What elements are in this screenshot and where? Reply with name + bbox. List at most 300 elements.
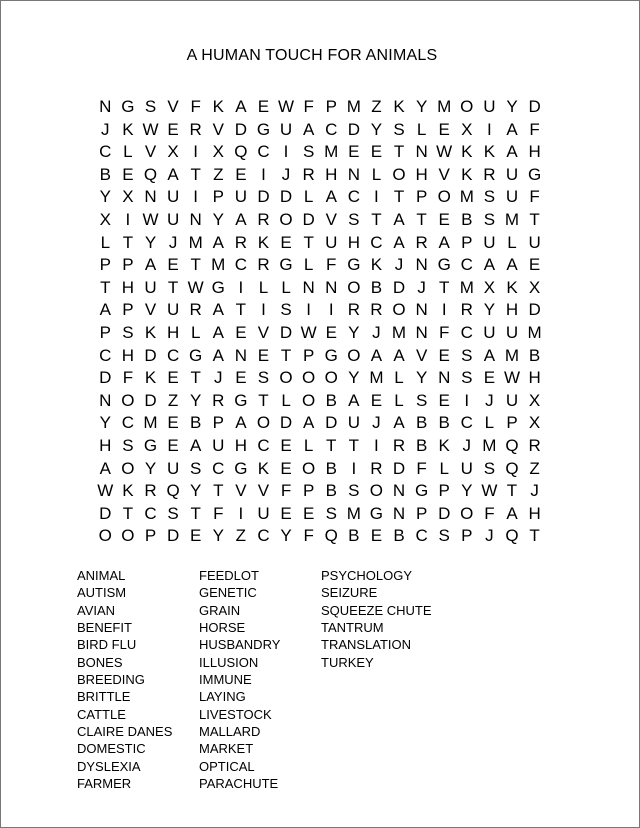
grid-letter: C bbox=[121, 413, 135, 433]
grid-letter: B bbox=[348, 526, 360, 546]
word-list-item: LAYING bbox=[199, 689, 246, 705]
grid-letter: F bbox=[280, 481, 292, 501]
grid-letter: A bbox=[302, 413, 315, 433]
grid-letter: L bbox=[394, 390, 404, 410]
grid-letter: R bbox=[392, 435, 406, 455]
grid-letter: F bbox=[303, 97, 314, 116]
grid-letter: F bbox=[326, 255, 337, 275]
grid-letter: I bbox=[328, 300, 334, 320]
grid-letter: E bbox=[280, 503, 292, 523]
grid-row bbox=[94, 435, 546, 458]
grid-letter: G bbox=[347, 255, 361, 275]
grid-letter: P bbox=[99, 255, 111, 275]
grid-letter: O bbox=[302, 458, 316, 478]
grid-letter: D bbox=[257, 187, 270, 207]
grid-letter: H bbox=[415, 164, 428, 184]
grid-letter: M bbox=[504, 209, 520, 229]
grid-letter: O bbox=[302, 368, 316, 388]
grid-letter: A bbox=[190, 435, 202, 455]
word-list-column-2 bbox=[199, 567, 280, 792]
grid-letter: E bbox=[348, 142, 360, 162]
word-list-item: SQUEEZE CHUTE bbox=[321, 602, 432, 618]
grid-letter: D bbox=[392, 277, 406, 297]
grid-letter: P bbox=[415, 503, 428, 523]
grid-letter: D bbox=[279, 413, 293, 433]
grid-letter: C bbox=[212, 458, 225, 478]
grid-letter: L bbox=[371, 164, 382, 184]
grid-letter: T bbox=[190, 503, 201, 523]
grid-letter: L bbox=[416, 119, 427, 139]
grid-letter: B bbox=[461, 209, 473, 229]
grid-letter: Y bbox=[144, 232, 157, 252]
grid-letter: V bbox=[144, 300, 157, 320]
grid-letter: U bbox=[505, 187, 519, 207]
grid-letter: G bbox=[414, 481, 429, 501]
grid-row bbox=[94, 367, 546, 390]
grid-letter: J bbox=[485, 526, 494, 546]
word-list-item: IMMUNE bbox=[199, 671, 252, 687]
word-list-item: GENETIC bbox=[199, 585, 257, 601]
grid-letter: B bbox=[415, 413, 428, 433]
grid-letter: Q bbox=[234, 142, 248, 162]
word-list-item: MARKET bbox=[199, 741, 254, 757]
grid-letter: F bbox=[529, 119, 540, 139]
grid-letter: Y bbox=[190, 390, 202, 410]
grid-letter: A bbox=[393, 209, 405, 229]
grid-letter: A bbox=[393, 413, 405, 433]
grid-letter: G bbox=[279, 255, 293, 275]
grid-letter: S bbox=[122, 322, 134, 342]
grid-row bbox=[94, 345, 546, 368]
grid-letter: K bbox=[438, 435, 450, 455]
grid-letter: T bbox=[167, 277, 179, 297]
grid-letter: P bbox=[212, 413, 224, 433]
grid-letter: Y bbox=[506, 97, 518, 116]
grid-letter: S bbox=[393, 119, 405, 139]
grid-letter: D bbox=[438, 503, 451, 523]
grid-letter: D bbox=[144, 345, 157, 365]
grid-letter: I bbox=[125, 209, 131, 229]
grid-letter: D bbox=[392, 458, 406, 478]
word-list-item: TRANSLATION bbox=[321, 637, 412, 653]
word-list-item: CATTLE bbox=[77, 706, 126, 722]
grid-letter: C bbox=[99, 142, 112, 162]
grid-letter: D bbox=[279, 187, 293, 207]
grid-letter: W bbox=[300, 322, 317, 342]
grid-letter: H bbox=[234, 435, 247, 455]
grid-letter: H bbox=[528, 368, 541, 388]
grid-letter: K bbox=[257, 458, 270, 478]
grid-letter: R bbox=[144, 481, 157, 501]
word-list-item: MALLARD bbox=[199, 723, 261, 739]
grid-letter: R bbox=[302, 164, 315, 184]
grid-letter: N bbox=[189, 209, 202, 229]
grid-letter: F bbox=[303, 526, 314, 546]
grid-letter: F bbox=[439, 322, 450, 342]
grid-letter: C bbox=[325, 119, 338, 139]
grid-letter: X bbox=[122, 187, 134, 207]
grid-letter: H bbox=[528, 142, 541, 162]
grid-letter: S bbox=[325, 503, 337, 523]
grid-letter: F bbox=[122, 368, 134, 388]
grid-letter: E bbox=[438, 209, 450, 229]
grid-letter: M bbox=[504, 345, 520, 365]
grid-letter: W bbox=[187, 277, 204, 297]
grid-letter: C bbox=[166, 345, 180, 365]
grid-letter: C bbox=[415, 526, 428, 546]
grid-letter: N bbox=[415, 255, 428, 275]
grid-letter: Y bbox=[415, 97, 428, 116]
grid-letter: T bbox=[529, 526, 540, 546]
grid-letter: X bbox=[461, 119, 473, 139]
word-list-item: FARMER bbox=[77, 775, 132, 791]
grid-letter: T bbox=[213, 481, 224, 501]
grid-row bbox=[94, 141, 546, 164]
grid-letter: K bbox=[461, 142, 473, 162]
grid-letter: G bbox=[324, 345, 338, 365]
grid-letter: Q bbox=[166, 481, 180, 501]
grid-row bbox=[94, 299, 546, 322]
grid-letter: L bbox=[281, 277, 291, 297]
grid-letter: R bbox=[347, 300, 360, 320]
grid-letter: A bbox=[302, 119, 315, 139]
grid-letter: L bbox=[190, 322, 201, 342]
grid-letter: J bbox=[372, 322, 381, 342]
grid-letter: Y bbox=[461, 481, 473, 501]
grid-letter: E bbox=[438, 119, 450, 139]
grid-letter: K bbox=[122, 481, 134, 501]
grid-letter: O bbox=[347, 345, 361, 365]
grid-letter: T bbox=[303, 232, 314, 252]
grid-row bbox=[94, 186, 546, 209]
grid-letter: S bbox=[461, 345, 473, 365]
grid-letter: O bbox=[279, 209, 293, 229]
grid-letter: Y bbox=[99, 187, 111, 207]
grid-letter: G bbox=[189, 345, 203, 365]
grid-letter: V bbox=[167, 97, 179, 116]
grid-letter: V bbox=[415, 345, 428, 365]
word-list-item: PSYCHOLOGY bbox=[321, 568, 413, 583]
grid-letter: E bbox=[235, 164, 247, 184]
grid-letter: A bbox=[235, 413, 247, 433]
grid-letter: T bbox=[416, 209, 427, 229]
grid-letter: B bbox=[438, 413, 450, 433]
grid-letter: Y bbox=[348, 322, 360, 342]
grid-row bbox=[94, 119, 546, 142]
grid-letter: M bbox=[369, 368, 384, 388]
grid-letter: I bbox=[441, 300, 447, 320]
grid-letter: V bbox=[235, 481, 247, 501]
grid-letter: G bbox=[369, 503, 384, 523]
grid-letter: K bbox=[122, 119, 134, 139]
grid-letter: C bbox=[257, 526, 270, 546]
grid-letter: N bbox=[234, 345, 247, 365]
grid-row bbox=[94, 277, 546, 300]
grid-letter: K bbox=[461, 164, 473, 184]
grid-letter: O bbox=[302, 390, 316, 410]
grid-letter: A bbox=[506, 255, 518, 275]
grid-letter: U bbox=[505, 390, 519, 410]
grid-letter: N bbox=[438, 368, 451, 388]
grid-letter: S bbox=[144, 97, 157, 116]
grid-letter: E bbox=[370, 390, 383, 410]
grid-letter: C bbox=[460, 255, 473, 275]
grid-letter: X bbox=[99, 209, 111, 229]
grid-letter: R bbox=[370, 458, 383, 478]
grid-row bbox=[94, 412, 546, 435]
grid-letter: E bbox=[167, 368, 179, 388]
grid-letter: Y bbox=[190, 481, 202, 501]
grid-letter: P bbox=[461, 526, 473, 546]
word-list-item: HUSBANDRY bbox=[199, 637, 281, 653]
grid-letter: L bbox=[394, 368, 404, 388]
grid-letter: N bbox=[325, 277, 338, 297]
grid-letter: I bbox=[374, 435, 379, 455]
grid-letter: H bbox=[528, 503, 541, 523]
grid-letter: O bbox=[392, 164, 406, 184]
grid-letter: G bbox=[234, 390, 248, 410]
grid-letter: R bbox=[415, 232, 428, 252]
grid-letter: A bbox=[144, 255, 157, 275]
grid-letter: K bbox=[483, 142, 496, 162]
grid-letter: B bbox=[99, 164, 111, 184]
grid-letter: Z bbox=[235, 526, 247, 546]
grid-letter: L bbox=[303, 435, 314, 455]
grid-letter: Z bbox=[213, 164, 224, 184]
grid-letter: U bbox=[528, 232, 541, 252]
grid-letter: C bbox=[257, 435, 270, 455]
grid-letter: H bbox=[347, 232, 360, 252]
grid-letter: W bbox=[97, 481, 114, 501]
grid-letter: E bbox=[235, 368, 247, 388]
grid-letter: A bbox=[325, 187, 337, 207]
grid-letter: H bbox=[121, 277, 135, 297]
grid-letter: Y bbox=[99, 413, 111, 433]
grid-letter: E bbox=[235, 322, 247, 342]
grid-letter: D bbox=[302, 209, 315, 229]
grid-letter: T bbox=[122, 232, 134, 252]
grid-letter: K bbox=[212, 97, 224, 116]
grid-letter: L bbox=[303, 255, 314, 275]
grid-letter: T bbox=[258, 390, 269, 410]
grid-letter: E bbox=[167, 435, 179, 455]
grid-letter: L bbox=[303, 187, 314, 207]
grid-letter: M bbox=[346, 503, 361, 523]
word-list-item: ANIMAL bbox=[77, 568, 126, 583]
grid-letter: I bbox=[487, 119, 492, 139]
grid-letter: V bbox=[257, 481, 270, 501]
grid-letter: K bbox=[506, 277, 518, 297]
grid-letter: L bbox=[439, 458, 449, 478]
grid-letter: Y bbox=[144, 458, 157, 478]
puzzle-title: A HUMAN TOUCH FOR ANIMALS bbox=[186, 47, 438, 64]
grid-letter: X bbox=[483, 277, 496, 297]
grid-letter: U bbox=[166, 300, 180, 320]
grid-letter: E bbox=[167, 413, 179, 433]
word-list-item: OPTICAL bbox=[199, 758, 255, 774]
grid-letter: C bbox=[257, 142, 270, 162]
grid-letter: U bbox=[166, 209, 180, 229]
grid-letter: U bbox=[460, 458, 473, 478]
grid-letter: K bbox=[393, 97, 405, 116]
grid-letter: S bbox=[438, 526, 450, 546]
grid-letter: B bbox=[528, 345, 541, 365]
grid-letter: N bbox=[99, 97, 112, 116]
grid-letter: P bbox=[99, 322, 111, 342]
grid-letter: G bbox=[234, 458, 248, 478]
grid-letter: Y bbox=[280, 526, 292, 546]
grid-letter: Q bbox=[505, 526, 519, 546]
grid-letter: L bbox=[281, 390, 291, 410]
grid-row bbox=[94, 164, 546, 187]
grid-letter: D bbox=[99, 503, 112, 523]
grid-letter: T bbox=[393, 187, 405, 207]
grid-letter: S bbox=[415, 390, 428, 410]
grid-letter: O bbox=[460, 97, 474, 116]
grid-letter: I bbox=[464, 390, 470, 410]
word-list-column-3 bbox=[321, 567, 432, 671]
grid-letter: E bbox=[370, 526, 383, 546]
grid-letter: U bbox=[234, 187, 247, 207]
grid-letter: U bbox=[483, 97, 496, 116]
grid-letter: I bbox=[283, 142, 289, 162]
grid-letter: M bbox=[459, 277, 474, 297]
grid-letter: P bbox=[461, 232, 473, 252]
grid-letter: D bbox=[99, 368, 112, 388]
grid-letter: P bbox=[302, 345, 315, 365]
grid-letter: D bbox=[528, 97, 541, 116]
word-list-item: GRAIN bbox=[199, 602, 241, 618]
grid-letter: H bbox=[121, 345, 135, 365]
grid-letter: K bbox=[144, 322, 157, 342]
grid-letter: U bbox=[257, 503, 270, 523]
word-list-item: DYSLEXIA bbox=[77, 758, 141, 774]
grid-letter: A bbox=[99, 300, 111, 320]
grid-letter: O bbox=[347, 277, 361, 297]
grid-letter: U bbox=[347, 413, 360, 433]
grid-letter: M bbox=[482, 435, 497, 455]
grid-letter: D bbox=[166, 526, 180, 546]
grid-letter: F bbox=[190, 97, 201, 116]
grid-letter: C bbox=[370, 232, 383, 252]
grid-letter: A bbox=[235, 209, 247, 229]
grid-letter: A bbox=[235, 97, 247, 116]
grid-letter: R bbox=[370, 300, 383, 320]
grid-letter: A bbox=[212, 345, 224, 365]
grid-letter: S bbox=[190, 458, 202, 478]
grid-letter: U bbox=[483, 232, 496, 252]
grid-letter: W bbox=[436, 142, 453, 162]
grid-letter: W bbox=[142, 209, 159, 229]
grid-letter: A bbox=[393, 232, 405, 252]
grid-letter: L bbox=[258, 277, 269, 297]
grid-row bbox=[94, 458, 546, 481]
grid-letter: W bbox=[503, 368, 520, 388]
grid-letter: J bbox=[394, 255, 404, 275]
grid-letter: N bbox=[144, 187, 157, 207]
grid-letter: W bbox=[142, 119, 159, 139]
grid-letter: V bbox=[212, 119, 224, 139]
grid-letter: W bbox=[481, 481, 498, 501]
grid-letter: E bbox=[280, 232, 292, 252]
grid-letter: O bbox=[121, 526, 135, 546]
grid-letter: S bbox=[483, 187, 496, 207]
grid-letter: M bbox=[437, 97, 452, 116]
grid-letter: H bbox=[505, 300, 519, 320]
grid-letter: E bbox=[257, 97, 270, 116]
grid-letter: V bbox=[325, 209, 337, 229]
word-list-item: CLAIRE DANES bbox=[77, 723, 173, 739]
grid-letter: S bbox=[348, 209, 360, 229]
grid-letter: J bbox=[462, 435, 472, 455]
grid-letter: Y bbox=[415, 368, 428, 388]
grid-letter: F bbox=[416, 458, 427, 478]
grid-letter: W bbox=[278, 97, 295, 116]
grid-letter: N bbox=[392, 481, 406, 501]
grid-letter: P bbox=[302, 481, 315, 501]
word-list-item: BONES bbox=[77, 654, 123, 670]
grid-letter: I bbox=[238, 277, 244, 297]
grid-letter: Q bbox=[505, 458, 519, 478]
grid-letter: J bbox=[101, 119, 110, 139]
grid-letter: Z bbox=[371, 97, 382, 116]
grid-letter: P bbox=[144, 526, 157, 546]
grid-row bbox=[94, 525, 546, 548]
grid-row bbox=[94, 96, 546, 119]
grid-letter: J bbox=[281, 164, 291, 184]
grid-letter: T bbox=[190, 368, 201, 388]
grid-letter: I bbox=[261, 300, 266, 320]
grid-letter: N bbox=[302, 277, 315, 297]
grid-letter: L bbox=[507, 232, 517, 252]
grid-letter: U bbox=[505, 164, 519, 184]
grid-letter: V bbox=[438, 164, 450, 184]
grid-row bbox=[94, 209, 546, 232]
grid-letter: U bbox=[166, 187, 180, 207]
grid-letter: C bbox=[460, 322, 473, 342]
grid-row bbox=[94, 322, 546, 345]
grid-letter: E bbox=[370, 142, 383, 162]
grid-letter: X bbox=[212, 142, 224, 162]
grid-letter: B bbox=[415, 435, 428, 455]
grid-letter: L bbox=[100, 232, 111, 252]
grid-letter: G bbox=[437, 255, 451, 275]
grid-letter: S bbox=[122, 435, 134, 455]
grid-letter: S bbox=[483, 458, 496, 478]
grid-letter: S bbox=[483, 209, 496, 229]
grid-letter: F bbox=[213, 503, 224, 523]
grid-letter: S bbox=[348, 481, 360, 501]
grid-letter: F bbox=[529, 187, 540, 207]
grid-letter: A bbox=[483, 345, 496, 365]
grid-letter: A bbox=[393, 345, 405, 365]
grid-letter: E bbox=[438, 390, 450, 410]
grid-letter: C bbox=[460, 413, 473, 433]
word-list-item: BRITTLE bbox=[77, 689, 131, 705]
grid-letter: E bbox=[528, 255, 541, 275]
grid-letter: O bbox=[279, 368, 293, 388]
grid-letter: M bbox=[211, 255, 226, 275]
grid-letter: I bbox=[306, 300, 311, 320]
word-list-item: FEEDLOT bbox=[199, 568, 259, 583]
grid-letter: B bbox=[370, 277, 383, 297]
word-list-item: ILLUSION bbox=[199, 654, 259, 670]
grid-letter: A bbox=[212, 300, 224, 320]
grid-letter: I bbox=[193, 187, 199, 207]
word-list-item: AUTISM bbox=[77, 585, 127, 601]
grid-letter: V bbox=[257, 322, 270, 342]
grid-letter: U bbox=[212, 435, 225, 455]
